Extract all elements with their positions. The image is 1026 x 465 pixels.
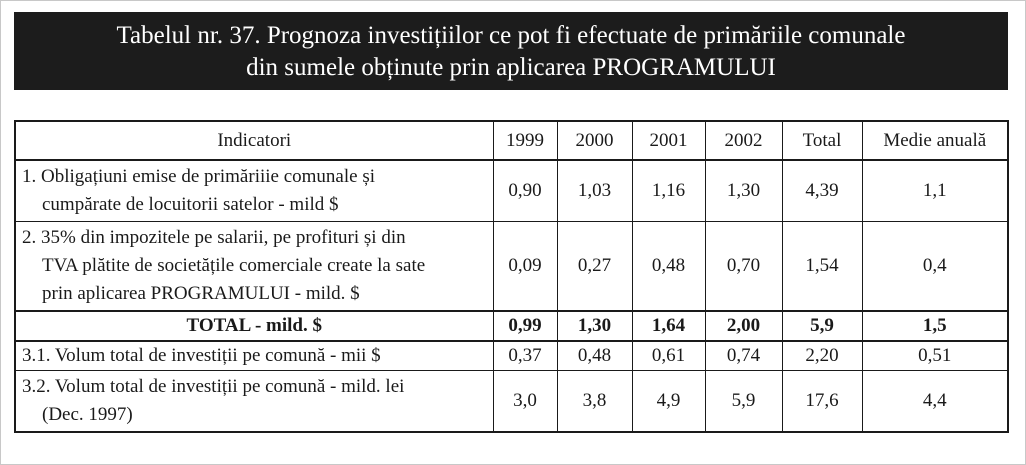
cell-total: 4,39 bbox=[782, 160, 862, 222]
table-row-total bbox=[15, 311, 1008, 341]
cell-2001: 0,61 bbox=[632, 341, 705, 371]
cell-2002: 1,30 bbox=[705, 160, 782, 222]
table-row bbox=[15, 160, 1008, 222]
cell-2001: 1,64 bbox=[632, 311, 705, 341]
cell-2002: 2,00 bbox=[705, 311, 782, 341]
cell-2001: 1,16 bbox=[632, 160, 705, 222]
cell-1999: 3,0 bbox=[493, 371, 557, 433]
row-label-line: cumpărate de locuitorii satelor - mild $ bbox=[42, 194, 339, 215]
header-1999: 1999 bbox=[493, 121, 557, 160]
cell-2000: 0,27 bbox=[557, 222, 632, 312]
cell-1999: 0,37 bbox=[493, 341, 557, 371]
cell-1999: 0,99 bbox=[493, 311, 557, 341]
cell-2000: 0,48 bbox=[557, 341, 632, 371]
title-line-2: din sumele obținute prin aplicarea PROGRAMULUI bbox=[246, 54, 776, 81]
table-header-row bbox=[15, 121, 1008, 160]
cell-medie: 1,1 bbox=[862, 160, 1008, 222]
cell-total: 5,9 bbox=[782, 311, 862, 341]
forecast-table-container bbox=[14, 120, 1007, 433]
header-2000: 2000 bbox=[557, 121, 632, 160]
cell-medie: 1,5 bbox=[862, 311, 1008, 341]
row-label bbox=[15, 160, 493, 222]
cell-total: 17,6 bbox=[782, 371, 862, 433]
forecast-table bbox=[14, 120, 1009, 433]
cell-2000: 1,03 bbox=[557, 160, 632, 222]
header-indicatori: Indicatori bbox=[15, 121, 493, 160]
row-label bbox=[15, 222, 493, 312]
row-label-line: TVA plătite de societățile comerciale create la sate bbox=[42, 255, 426, 276]
cell-medie: 0,51 bbox=[862, 341, 1008, 371]
cell-2001: 4,9 bbox=[632, 371, 705, 433]
row-label: 3.1. Volum total de investiții pe comună - mii $ bbox=[15, 341, 493, 371]
cell-2001: 0,48 bbox=[632, 222, 705, 312]
table-title-banner bbox=[14, 12, 1008, 90]
cell-2002: 0,74 bbox=[705, 341, 782, 371]
cell-total: 2,20 bbox=[782, 341, 862, 371]
table-row bbox=[15, 371, 1008, 433]
cell-2000: 3,8 bbox=[557, 371, 632, 433]
row-label-line: 2. 35% din impozitele pe salarii, pe profituri și din bbox=[22, 227, 406, 248]
table-row bbox=[15, 222, 1008, 312]
cell-medie: 4,4 bbox=[862, 371, 1008, 433]
table-row bbox=[15, 341, 1008, 371]
header-2002: 2002 bbox=[705, 121, 782, 160]
cell-1999: 0,90 bbox=[493, 160, 557, 222]
cell-total: 1,54 bbox=[782, 222, 862, 312]
title-line-1: Tabelul nr. 37. Prognoza investițiilor ce pot fi efectuate de primăriile comunale bbox=[116, 22, 906, 49]
row-label-total: TOTAL - mild. $ bbox=[15, 311, 493, 341]
header-medie-anuala: Medie anuală bbox=[862, 121, 1008, 160]
row-label-line: prin aplicarea PROGRAMULUI - mild. $ bbox=[42, 283, 360, 304]
cell-2002: 5,9 bbox=[705, 371, 782, 433]
header-total: Total bbox=[782, 121, 862, 160]
row-label-line: 3.2. Volum total de investiții pe comună - mild. lei bbox=[22, 376, 405, 397]
cell-2002: 0,70 bbox=[705, 222, 782, 312]
cell-medie: 0,4 bbox=[862, 222, 1008, 312]
row-label-line: (Dec. 1997) bbox=[42, 404, 133, 425]
row-label-line: 1. Obligațiuni emise de primăriiie comunale și bbox=[22, 166, 375, 187]
row-label bbox=[15, 371, 493, 433]
cell-1999: 0,09 bbox=[493, 222, 557, 312]
header-2001: 2001 bbox=[632, 121, 705, 160]
cell-2000: 1,30 bbox=[557, 311, 632, 341]
